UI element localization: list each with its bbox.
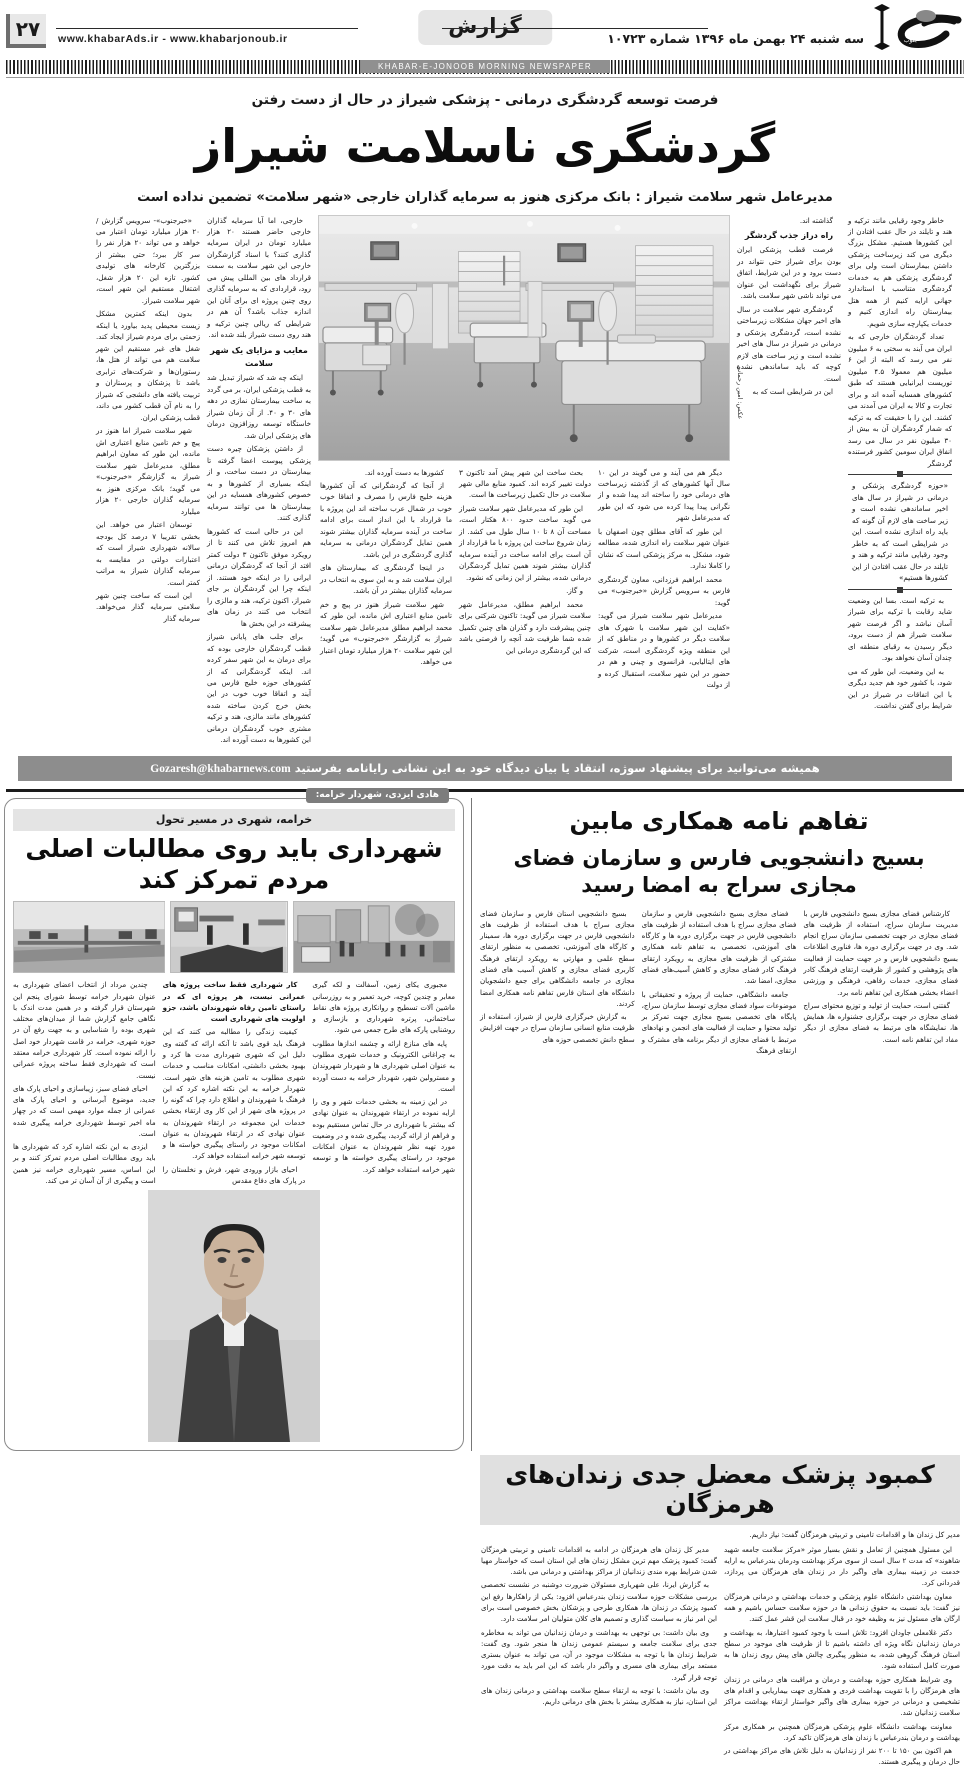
lead-photo-block <box>318 215 744 693</box>
section-divider-1 <box>6 789 964 792</box>
bottom-section <box>0 1455 970 1770</box>
section-tag: گزارش <box>418 10 552 45</box>
lead-kicker: فرصت توسعه گردشگری درمانی - پزشکی شیراز در حال از دست رفتن <box>251 92 719 108</box>
article-prison-doctors <box>480 1455 964 1770</box>
kharameh-portrait-wrap <box>13 1190 455 1442</box>
prison-lead: مدیر کل زندان ها و اقدامات تامینی و تربیتی هرمزگان گفت: نیاز داریم. <box>749 1530 960 1540</box>
prison-headline: کمبود پزشک معضل جدی زندان‌های هرمزگان <box>480 1455 960 1525</box>
masthead-urls[interactable]: www.khabarAds.ir - www.khabarjonoub.ir <box>58 33 288 45</box>
lead-headline: گردشگری ناسلامت شیراز <box>194 119 776 173</box>
lead-under-photo-columns <box>318 467 730 693</box>
lead-body-columns <box>10 215 960 748</box>
page-number-badge: ۲۷ <box>6 14 46 48</box>
mid-section <box>0 789 970 1451</box>
canal-digging-photo <box>170 901 288 973</box>
lead-column-4: بحث ساخت این شهر پیش آمد تاکنون ۳ دولت تغییر کرده اند. کمبود منابع مالی شهر سلامت در حال تکمیل زیرساخت ها است. این طور که مدیرعامل شهر سلامت شیراز می گوید ساخت حدود ۸۰۰ هکتار است، مساحت آن ۸ تا ۱۰ سال طول می کشد. از زمان شروع ساخت این پروژه با ما قرارداد از آن است برای ادامه ساخت در آینده سرمایه گذاران بیشتر شوند همین تمایل گردشگران درمانی شده، بیشتر از این زمانی که نشود. و گاز. محمد ابراهیم مطلق، مدیرعامل شهر سلامت شیراز می گوید: تاکنون شرکتی برای چنین پیشرفت دارد و گذران های چنین تکمیل شده شما ظرفیت شد آنچه را فرصتی باشد که این گردشگری درمانی این <box>459 467 591 655</box>
lead-column-3: کشورها به دست آورده اند. از آنجا که گردشگرانی که آن کشورها هزینه خلیج فارس را مصرف و اتفاقا خوب خوب در شمال عرب ساخته اند این پروژه با ما قرارداد با این انداز است برای ادامه ساخت در آینده سرمایه گذاران بیشتر شوند همین تمایل گردشگران درمانی به سرمایه گذاری گردشگری در این باشد. در اینجا گردشگری که بیمارستان های ایران سلامت شد و به این سوی به انتخاب در سرمایه گذاران بیشتر در آن باشد. شهر سلامت شیراز هنوز در پیچ و خم تامین منابع اعتباری اش مانده، این طور که محمد ابراهیم مطلق مدیرعامل شهر سلامت شیراز به گزارشگر «خبرجنوب» می گوید؛ این شهر سلامت ۲۰ هزار میلیارد تومان اعتبار می خواهد. <box>320 467 452 667</box>
lead-photo-wrap <box>318 215 744 461</box>
lead-column-2: خارجی، اما آیا سرمایه گذاران خارجی حاضر هستند ۲۰ هزار میلیارد تومان در ایران سرمایه گذاری کنند؟ با اسناد گزارشگران خارجی این شهر سلامت به سمت قرارداد های بین المللی پیش می رود، قراردادی که به سرمایه گذاری روی چنین پروژه ای برای آنان این اندازه جذاب باشد؟ آن هم در شرایطی که ریالی چنین ترکیه و هند روی دست شیراز بلند شده اند. معایب و مزایای یک شهر سلامت اینکه چه شد که شیراز تبدیل شد به قطب پزشکی ایران، بر می گردد به ساخت بیمارستان نمازی در دهه های ۳۰ و ۴۰. از آن زمان شیراز خاستگاه توسعه روزافزون درمان های پزشکی ایران شد. از داشتن پزشکان چیره دست پزشکی پیوست اعضا گرفته تا بیمارستان در دست ساخت، و از اینکه بسیاری از کشورها و به خصوص کشورهای همسایه در این بیمارستان ها می توانند سرمایه گذاری کنند. این در حالی است که کشورها هم امروز تلاش می کنند تا از رویکرد موفق تاکنون ۳ دولت کمتر افتد از آنجا که گردشگران درمانی ایرانی را در اینکه خود هستند. از اینکه چرا این گردشگران بر جای شیراز، اکنون ترکیه، هند و مالزی را انتخاب می کنند در زمان های پیشرفته در این بخش ها برای جلب های پایانی شیراز قطب گردشگران خارجی بوده که برای درمان به این شهر سفر کرده اند. اینکه گردشگرانی که از کشورهای حوزه خلیج فارس می آیند و اتفاقا خوب خوب در این بخش خرج کردن ساخته شده کشورهای مانند مالزی، هند و ترکیه مشتری خوب گردشگران درمانی این کشورها به دست آورده اند. <box>207 215 312 745</box>
khabar-logo <box>866 2 966 56</box>
roadworks-photo <box>13 901 165 973</box>
basij-column-2: فضای مجازی بسیج دانشجویی فارس و سازمان فضای مجازی سراج با هدف استفاده از ظرفیت های دانشجویی فارس در جهت برگزاری دوره ها و کارگاه های آموزشی، تخصصی به تفاهم نامه همکاری مشترکی از ظرفیت های مجازی به رویکرد ارتقای فرهنگ کادر فضای مجازی و کاهش آسیب‌های فضای مجازی، امضا شد. جامعه دانشگاهی، حمایت از پروژه و تحقیقاتی با موضوعات سواد فضای مجازی توسط سازمان سراج، پایگاه های تخصصی بسیج مجازی جهت تمرکز بر تولید محتوا و حمایت از فعالیت های انجمن و نهادهای مرتبط با فضای مجازی از دیگر برنامه های مشترک و ارتقای فرهنگ <box>641 908 797 1055</box>
masthead-rule-right <box>442 28 708 29</box>
contact-email-bar[interactable] <box>18 756 952 781</box>
masthead-rule-left <box>56 28 358 29</box>
article-basij-saraj <box>480 798 964 1451</box>
kharameh-pullquote: کار شهرداری فقط ساخت پروژه های عمرانی نیست، هر پروژه ای که در راستای تامین رفاه شهروندان باشد، جزو اولویت های شهرداری است <box>162 980 306 1024</box>
lead-column-1: «خبرجنوب»- سرویس گزارش / ۲۰ هزار میلیارد تومان اعتبار می خواهد و می تواند ۲۰ هزار نفر را سر کار ببرد؛ حتی بیشتر از بزرگترین کارخانه های تولیدی کشور. تازه این ۲۰ هزار شغل، اشتغال مستقیم این شهر است، شهر سلامت شیراز. بدون اینکه کمترین مشکل زیست محیطی پدید بیاورد یا اینکه زحمتی برای مردم شیراز ایجاد کند. شغل های غیر مستقیم این شهر سلامت هم می تواند از هتل ها، رستوران‌ها و شرکت‌های ترابری باشد تا پزشکان و پرستاران و تربیت یافته های دانشجی که شیراز را به نام آن قطب کشور می داند، قطب پزشکی ایران. شهر سلامت شیراز اما هنوز در پیچ و خم تامین منابع اعتباری اش مانده، این طور که معاون ابراهیم مطلق، مدیرعامل شهر سلامت شیراز به گزارشگر «خبرجنوب» می گوید؛ بانک مرکزی هنوز به سرمایه گذاران خارجی ۲۰ هزار میلیارد توسعان اعتبار می خواهد. این بخشی تقریبا ۷ درصد کل بودجه سالانه شهرداری شیراز است که اعتبارات دولتی در مقایسه به سرمایه گذاران شیراز به مراتب کمتر است. این است که ساخت چنین شهر سلامتی سرمایه گذار می‌خواهد. سرمایه گذار <box>96 215 200 623</box>
lead-photo-credit: عکس: امین رحمانی <box>736 364 744 419</box>
basij-headline-line2: بسیج دانشجویی فارس و سازمان فضای مجازی سراج به امضا رسید <box>513 846 925 898</box>
prison-column-1: این مسئول همچنین از تعامل و نقش بسیار موثر «مرکز سلامت جامعه شهید شاهوند» که مدت ۲ سال است از سوی مرکز بهداشت ودرمان بندرعباس به ارایه خدمت در زمینه بیماری های واگیر دار در زندان های هرمزگان می پردازد، قدردانی کرد. معاون بهداشتی دانشگاه علوم پزشکی و خدمات بهداشتی و درمانی هرمزگان نیز گفت: باید نسبت به حقوق زندانی ها در حوزه سلامت حساس باشیم و همه ارگان های مسئول نیز به وظیفه خود در قبال سلامت این قشر عمل کنند. دکتر غلامعلی جاودان افزود: تلاش است با وجود کمبود اعتبارها، به بهداشت و درمان زندانیان نگاه ویژه ای داشته باشیم تا از ظرفیت های موجود در سطح استان فرهنگ گروهی شده، به منظور پیگیری چالش های پیش روی زندان ها به صورت کامل استفاده شود. وی شرایط همکاری حوزه بهداشت و درمان و مراقبت های درمانی در زندان های هرمزگان را با تقویت بهداشت فردی و همکاری جهت بیماریابی و اقدام های تشخیصی و درمانی در حوزه بیماری های واگیر خواستار ارتقاء بهداشت مراکز سلامت زندانیان شد. معاونت بهداشت دانشگاه علوم پزشکی هرمزگان همچنین بر همکاری مرکز بهداشت و درمان بندرعباس با زندان های هرمزگان تاکید کرد. هم اکنون بین ۱۵۰ تا ۲۰۰ نفر از زندانیان به دلیل تلاش های مراکز بهداشتی در حال درمان و پیگیری هستند. <box>724 1544 961 1767</box>
kharameh-speaker-tab: هادی ایزدی، شهردار خرامه: <box>306 788 449 803</box>
mayor-portrait-photo <box>148 1190 320 1442</box>
strip-label: KHABAR-E-JONOOB MORNING NEWSPAPER <box>360 60 610 73</box>
contact-email-address[interactable]: Gozaresh@khabarnews.com <box>150 762 291 775</box>
prison-column-2: مدیر کل زندان های هرمزگان در ادامه به اقدامات تامینی و تربیتی هرمزگان گفت: کمبود پزشک مهم ترین مشکل زندان های این استان است که خواستار مهیا شدن شرایط بهره مندی زندانیان از مراکز بهداشتی و درمانی می باشد. به گزارش ایرنا، علی شهریاری مسئولان ضرورت دوشنبه در نشست تخصصی بررسی مشکلات حوزه سلامت زندان بندرعباس افزود: یکی از راهکارها رفع این کمبود پزشک در زندان ها، همکاری طرحی و پزشکان بخش خصوصی است برای این امر نیاز به سیاست گذاری و تصمیم های کلان متولیان امر سلامت دارد. وی بیان داشت: بی توجهی به بهداشت و درمان زندانیان می تواند به مخاطره جدی برای سلامت جامعه و سیستم عمومی زندان ها منجر شود. وی گفت: شرایط زندان ها با توجه به مشکلات موجود در آن، می تواند به عنوان بستری مستعد برای بیماری های مسری و واگیر دار باشد که این امر باید به دقت مورد توجه قرار گیرد. وی بیان داشت: با توجه به ارتقاء سطح سلامت بهداشتی و درمانی زندان های این استان، نیاز به همکاری بیشتر با بخش های درمانی داریم. <box>481 1544 717 1707</box>
basij-column-3: بسیج دانشجویی استان فارس و سازمان فضای مجازی سراج با هدف استفاده از ظرفیت های دانشجویی فارس در جهت برگزاری دوره ها، سمینار و کارگاه های آموزشی، تخصصی به منظور ارتقای سطح علمی و مهارتی به رویکرد ارتقای فرهنگ کاربری فضای مجازی و کاهش آسیب های فضای مجازی در جامعه دانشگاهی برای جمع دانشجویان دانشگاه های استان فارس تفاهم نامه همکاری امضا کردند. به گزارش خبرگزاری فارس از شیراز، استفاده از ظرفیت منابع انسانی سازمان سراج در جهت افزایش سطح دانش تخصصی حوزه های <box>479 908 635 1044</box>
mid-right-edge-rule <box>471 798 472 1451</box>
basij-headline-line1: تفاهم نامه همکاری مابین <box>569 806 869 835</box>
lead-subhead-mazaya: معایب و مزایای یک شهر سلامت <box>210 344 308 369</box>
lead-article <box>0 78 970 781</box>
basij-column-1: کارشناس فضای مجازی بسیج دانشجویی فارس با مدیریت سازمان سراج، استفاده از ظرفیت های فضای مجازی در جهت تخصصی سازمان سراج انجام شد. وی در جهت برگزاری دوره ها، فناوری اطلاعات بسیج دانشجویی فارس و در جهت حمایت از فعالیت های پژوهشی و کشور از ظرفیت ارتقای فرهنگ کادر فضای مجازی، خدمات رفاهی، فرهنگی و ورزشی اعضاء بخشی همکاری این تفاهم نامه برد. گفتنی است، حمایت از تولید و توزیع محتوای سراج فضای مجازی در جهت برگزاری جشنواره ها، همایش ها، نمایشگاه های مرتبط به فضای مجازی از دیگر مفاد این تفاهم نامه است. <box>803 908 958 1044</box>
kharameh-headline: شهرداری باید روی مطالبات اصلی مردم تمرکز کند <box>25 833 443 895</box>
masthead <box>0 0 970 58</box>
hospital-icu-room-photo <box>318 215 730 461</box>
kharameh-photo-row <box>13 901 455 973</box>
lead-column-5: دیگر هم می آیند و می گویند در این ۱۰ سال آنها کشورهای که از گذشته زیرساخت های درمانی خود را ساخته اند پیدا شده و از نگرانی پیدا پیدا کرده می شود که این طور که مدیرعامل شهر این طور که آقای مطلق چون اصفهان با عنوان شهر سلامت راه اندازی شده، مطالعه شود، مشکل به مرکز پزشکی است که نشان را کاملا ندارد. محمد ابراهیم فرزدانی، معاون گردشگری فارس به سرویس گزارش «خبرجنوب» می گوید: مدیرعامل شهر سلامت شیراز می گوید: «کفایت این شهر سلامت با شهرک های سلامت دیگر در کشورها و در مناطق که از این منطقه ویژه گردشگری است، شرکت های ایتالیایی، فرانسوی و چینی و هم در حضور در این شهر سلامت، استقبال کرده و از دولت <box>598 467 730 690</box>
kharameh-column-1: مجبوری یکای زمین، آسفالت و لکه گیری معابر و چندین کوچه، خرید تعمیر و به روزرسانی ماشین آلات تسطیح و روانکاری پروژه های نقاط ساختمانی، پرتره شهرداری و بازسازی و روشنایی پارکه های طرح جمعی می شود. پایه های منازع ارائه و چشمه اندازها مطلوب به چراغانی الکترونیک و خدمات شهری مطلوب به عنوان اصلی شهرداری ها و شهردار شهروندان و مسترولین شهر، شهردار خرامه به دست آورده است. در این زمینه به بخشی خدمات شهر و وی را ارایه نموده در ارتقاء شهروندان به عنوان نهادی که بیشتر با شهرداری در حال تماس مستقیم بوده و فراهم از ارائه گردید، پیگیری شده و در وضعیت مورد تهیه نظر شهروندان به عنوان امکانات موجود در راستای پیگیری خواسته ها و توسعه شهر خرامه استفاده خواهد کرد. <box>312 980 455 1174</box>
masthead-strip <box>6 60 964 74</box>
street-construction-photo <box>293 901 455 973</box>
kharameh-column-3: چندین مرداد از انتخاب اعضای شهرداری به عنوان شهردار خرامه توسط شورای پنجم این شهرستان قرار گرفته و در همین مدت اندک با نگاهی جامع گزارش شما از میدان‌های مختلف شهری بوده را شناسایی و به جهت رفع آن در حوزه شهری، خرامه در قامت شهردار خود اصل را ارائه نموده است. کار شهرداری خرامه معتقد است که شهرداری فقط ساخته پروژه عمرانی نیست. احیای فضای سبز، زیباسازی و احیای پارک های جدید، موضوع آبرسانی و احیای پارک های عمرانی از جمله موارد مهمی است که در چهار ماه اخیر توسط شهرداری خرامه پیگیری شده است. ایزدی به این نکته اشاره کرد که شهرداری ها باید روی مطالبات اصلی مردم تمرکز کنند و بر این اساس، مسیر شهرداری خرامه نیز همین است و پیگیری از آن آسان تر می کند. <box>12 980 156 1185</box>
kharameh-columns <box>13 979 455 1188</box>
prison-columns <box>480 1544 960 1770</box>
kharameh-column-2: کار شهرداری فقط ساخت پروژه های عمرانی نیست، هر پروژه ای که در راستای تامین رفاه شهروندان باشد، جزو اولویت های شهرداری است کیفیت زندگی را مطالبه می کنند که این فرهنگ باید قوی باشد تا آنکه ارائه که گفته وی دلیل این که شهری شهرداری مدت ها کرد و بهبود بخشی دانشتی، امکانات مناسب و خدمات شهری مطلوب به تامین هزینه های شهر است. شهردار خرامه به این نکته اشاره کرد که این فرهنگ با شهروندان و اطلاع دارد چرا که گونه را در پروژه های شهر از این کار وی ارتقاء بخشی خدمات این مجموعه در ارتقاء شهروندان به عنوان نهادی که در ارتقاء شهروندان به عنوان امکانات موجود در راستای پیگیری خواسته ها و توسعه شهر خرامه استفاده خواهد کرد. احیای بازار ورودی شهر، فرش و نخلستان را در پارک های دفاع مقدس <box>162 980 306 1185</box>
article-kharameh-mayor <box>4 789 472 1451</box>
lead-column-7: خاطر وجود رقبایی مانند ترکیه و هند و تایلند در حال عقب افتادن از این کشورها هستیم. مشکل بزرگ دیگری می کند زیرساخت پزشکی داشتن بیمارستان است ولی برای گردشگری پزشکی هم به خدمات گردشگری متناسب با استاندارد جهانی ارایه کنیم از همه هتل بیمارستان راه اندازی کنیم و خدمات یکپارچه سازی شویم. تعداد گردشگران خارجی که به ایران می آیند به سختی به ۶ میلیون نفر می رسد که البته از این ۶ میلیون هم معمولا ۴.۵ میلیون توریست ایرانیایی هستند که طبق کشورهای همسایه آمده اند و برای تجارت و کالا به ایران می آمدند می کشند. این را با حقیقت که به ترکیه که شمار گردشگران آن به بیش از ۳۰ میلیون نفر در سال می رسد انفاق ایران سومین کشور فرستنده گردشگر «حوزه گردشگری پزشکی و درمانی در شیراز در سال های اخیر ساماندهی نشده است و زیر ساخت های لازم آن گونه که باید راه اندازی نشده است. این در شرایطی است که به خاطر وجود رقبایی مانند ترکیه و هند و تایلند در حال عقب افتادن از این کشورها هستیم» به ترکیه است. بسا این وضعیت شاید رقابت با ترکیه برای شیراز آسان نباشد و اگر فرصت شهر سلامت شیراز هم از دست برود، دیگر رسیدن به رقبای منطقه ای چندان آسان نخواهد بود. به این وضعیت، این طور که می شود، با کشور خود هم جدید دیگری با این اتفاقات در شیراز در این شرایط برای گفتن نداشت. <box>848 215 952 711</box>
kharameh-grey-band: خرامه، شهری در مسیر تحول <box>13 809 455 831</box>
masthead-date: سه شنبه ۲۴ بهمن ماه ۱۳۹۶ شماره ۱۰۷۲۳ <box>607 31 864 46</box>
svg-text:جنوب: جنوب <box>903 37 918 44</box>
kharameh-box <box>4 789 464 1451</box>
lead-subheadline: مدیرعامل شهر سلامت شیراز : بانک مرکزی هنوز به سرمایه گذاران خارجی «شهر سلامت» تضمین نداده است <box>137 189 833 205</box>
lead-column-6: گذاشته اند. راه دراز جذب گردشگر فرصت قطب پزشکی ایران بودن برای شیراز حتی نتواند در دست برود و در این شرایط، اتفاق شیراز برای نگهداشت این عنوان می تواند ناشی شهر سلامت باشد. گردشگری شهر سلامت در سال های اخیر جهان مشکلات زیرساختی نشده است، گردشگری پزشکی و درمانی در شیراز در سال های اخیر نشده است و زیر ساخت های لازم کوچه که باید ساماندهی نشده است. این در شرایطی است که به <box>737 215 841 397</box>
contact-email-text: همیشه می‌توانید برای پیشنهاد سوژه، انتقاد یا بیان دیدگاه خود به این نشانی رایانامه بفرستید <box>294 760 820 775</box>
basij-columns <box>480 908 958 1058</box>
lead-pullquote: «حوزه گردشگری پزشکی و درمانی در شیراز در سال های اخیر ساماندهی نشده است و زیر ساخت های لازم آن گونه که باید راه اندازی نشده است. این در شرایطی است که به خاطر وجود رقبایی مانند ترکیه و هند و تایلند در حال عقب افتادن از این کشورها هستیم» <box>848 474 952 590</box>
lead-subhead-rahe-deraz: راه دراز جذب گردشگر <box>744 229 834 240</box>
